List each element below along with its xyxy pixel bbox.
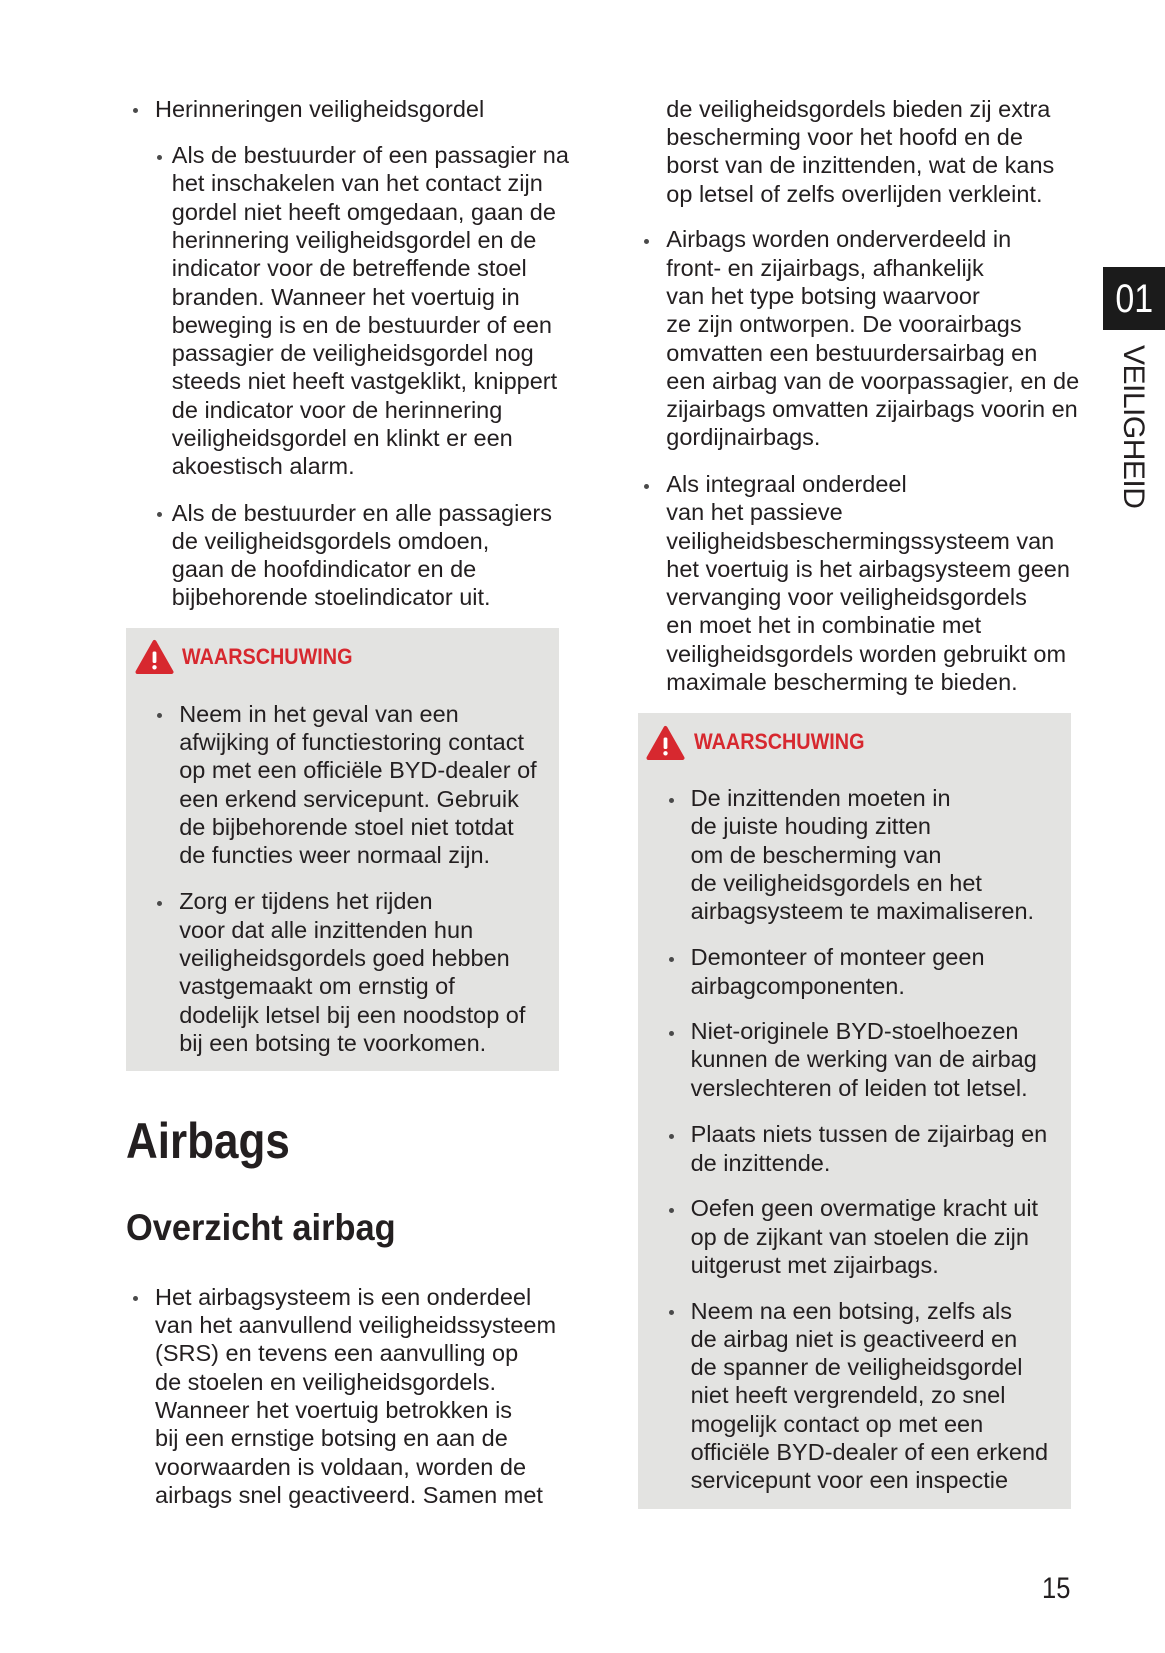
chapter-tab [1103, 267, 1165, 330]
list-item [666, 470, 1070, 696]
warning-item-text: Neem in het geval van een afwijking of functiestoring contact op met een officiële BYD-dealer of een erkend servicepunt. Gebruik de bijbehorende stoel niet totdat de functies weer normaal zijn. [179, 700, 537, 869]
bullet-marker [669, 1310, 674, 1315]
warning-item-text: Oefen geen overmatige kracht uit op de zijkant van stoelen die zijn uitgerust met zijairbags. [690, 1195, 1039, 1278]
warning-box [638, 713, 1071, 1509]
warning-list-item [179, 887, 525, 1057]
warning-label: WAARSCHUWING [182, 644, 353, 670]
bullet-marker [157, 155, 162, 160]
warning-item-text: Plaats niets tussen de zijairbag en de inzittende. [690, 1121, 1048, 1176]
list-item-seatbelt-reminders [155, 95, 484, 123]
page-number: 15 [1041, 1572, 1070, 1605]
continued-text: de veiligheidsgordels bieden zij extra bescherming voor het hoofd en de borst van de inzittenden, wat de kans op letsel of zelfs overlijden verkleint. [666, 95, 1055, 207]
warning-triangle-icon [135, 639, 174, 675]
bullet-marker [644, 239, 649, 244]
bullet-marker [157, 901, 162, 906]
subsection-heading: Overzicht airbag [125, 1207, 396, 1248]
warning-item-text: Neem na een botsing, zelfs als de airbag niet is geactiveerd en de spanner de veiligheidsgordel niet heeft vergrendeld, zo snel mogelijk contact op met een officiële BYD-dealer of een erkend servicepunt voor een inspectie [690, 1297, 1049, 1494]
bullet-marker [669, 1134, 674, 1139]
warning-item-text: Demonteer of monteer geen airbagcomponenten. [690, 944, 985, 999]
warning-list-item [691, 784, 1035, 925]
list-item-text: Als integraal onderdeel van het passieve veiligheidsbeschermingssysteem van het voertuig is het airbagsysteem geen vervanging voor veiligheidsgordels en moet het in combinatie met veiligheidsgordels worden gebruikt om maximale bescherming te bieden. [666, 471, 1070, 696]
warning-list-item [691, 943, 985, 1000]
warning-item-text: Niet-originele BYD-stoelhoezen kunnen de werking van de airbag verslechteren of leiden tot letsel. [690, 1018, 1037, 1101]
continued-paragraph [666, 95, 1054, 208]
bullet-marker [157, 512, 162, 517]
chapter-number: 01 [1115, 276, 1153, 321]
bullet-marker [669, 957, 674, 962]
warning-item-text: De inzittenden moeten in de juiste houding zitten om de bescherming van de veiligheidsgordels en het airbagsysteem te maximaliseren. [690, 785, 1035, 925]
section-heading: Airbags [125, 1113, 290, 1170]
chapter-title: VEILIGHEID [1117, 344, 1150, 509]
sub-list-item [172, 141, 569, 481]
list-item [666, 225, 1079, 451]
warning-list-item [691, 1297, 1049, 1495]
bullet-marker [133, 1296, 138, 1301]
warning-triangle-icon [646, 725, 685, 761]
sub-list-item-text: Als de bestuurder of een passagier na het inschakelen van het contact zijn gordel niet heeft omgedaan, gaan de herinnering veiligheidsgordel en de indicator voor de betreffende stoel branden. Wanneer het voertuig in beweging is en de bestuurder of een passagier de veiligheidsgordel nog steeds niet heeft vastgeklikt, knippert de indicator voor de herinnering veiligheidsgordel en klinkt er een akoestisch alarm. [171, 142, 569, 480]
bullet-marker [669, 798, 674, 803]
list-item [155, 1283, 556, 1509]
warning-list-item [691, 1017, 1037, 1102]
warning-item-text: Zorg er tijdens het rijden voor dat alle inzittenden hun veiligheidsgordels goed hebben vastgemaakt om ernstig of dodelijk letsel bij een noodstop of bij een botsing te voorkomen. [179, 888, 526, 1056]
sub-list-item [172, 499, 552, 612]
warning-list-item [691, 1120, 1048, 1177]
warning-list-item [179, 700, 537, 870]
bullet-marker [669, 1031, 674, 1036]
bullet-marker [133, 108, 138, 113]
list-item-text: Het airbagsysteem is een onderdeel van het aanvullend veiligheidssysteem (SRS) en tevens een aanvulling op de stoelen en veiligheidsgordels. Wanneer het voertuig betrokken is bij een ernstige botsing en aan de voorwaarden is voldaan, worden de airbags snel geactiveerd. Samen met [155, 1283, 557, 1508]
warning-box [126, 628, 559, 1071]
bullet-marker [644, 484, 649, 489]
warning-label: WAARSCHUWING [693, 729, 865, 755]
warning-list-item [691, 1194, 1038, 1279]
sub-list-item-text: Als de bestuurder en alle passagiers de veiligheidsgordels omdoen, gaan de hoofdindicator en de bijbehorende stoelindicator uit. [171, 499, 552, 611]
bullet-marker [157, 713, 162, 718]
list-item-text: Airbags worden onderverdeeld in front- en zijairbags, afhankelijk van het type botsing waarvoor ze zijn ontworpen. De voorairbags omvatten een bestuurdersairbag en een airbag van de voorpassagier, en de zijairbags omvatten zijairbags voorin en gordijnairbags. [666, 226, 1080, 451]
list-item-title: Herinneringen veiligheidsgordel [155, 95, 485, 122]
bullet-marker [669, 1208, 674, 1213]
